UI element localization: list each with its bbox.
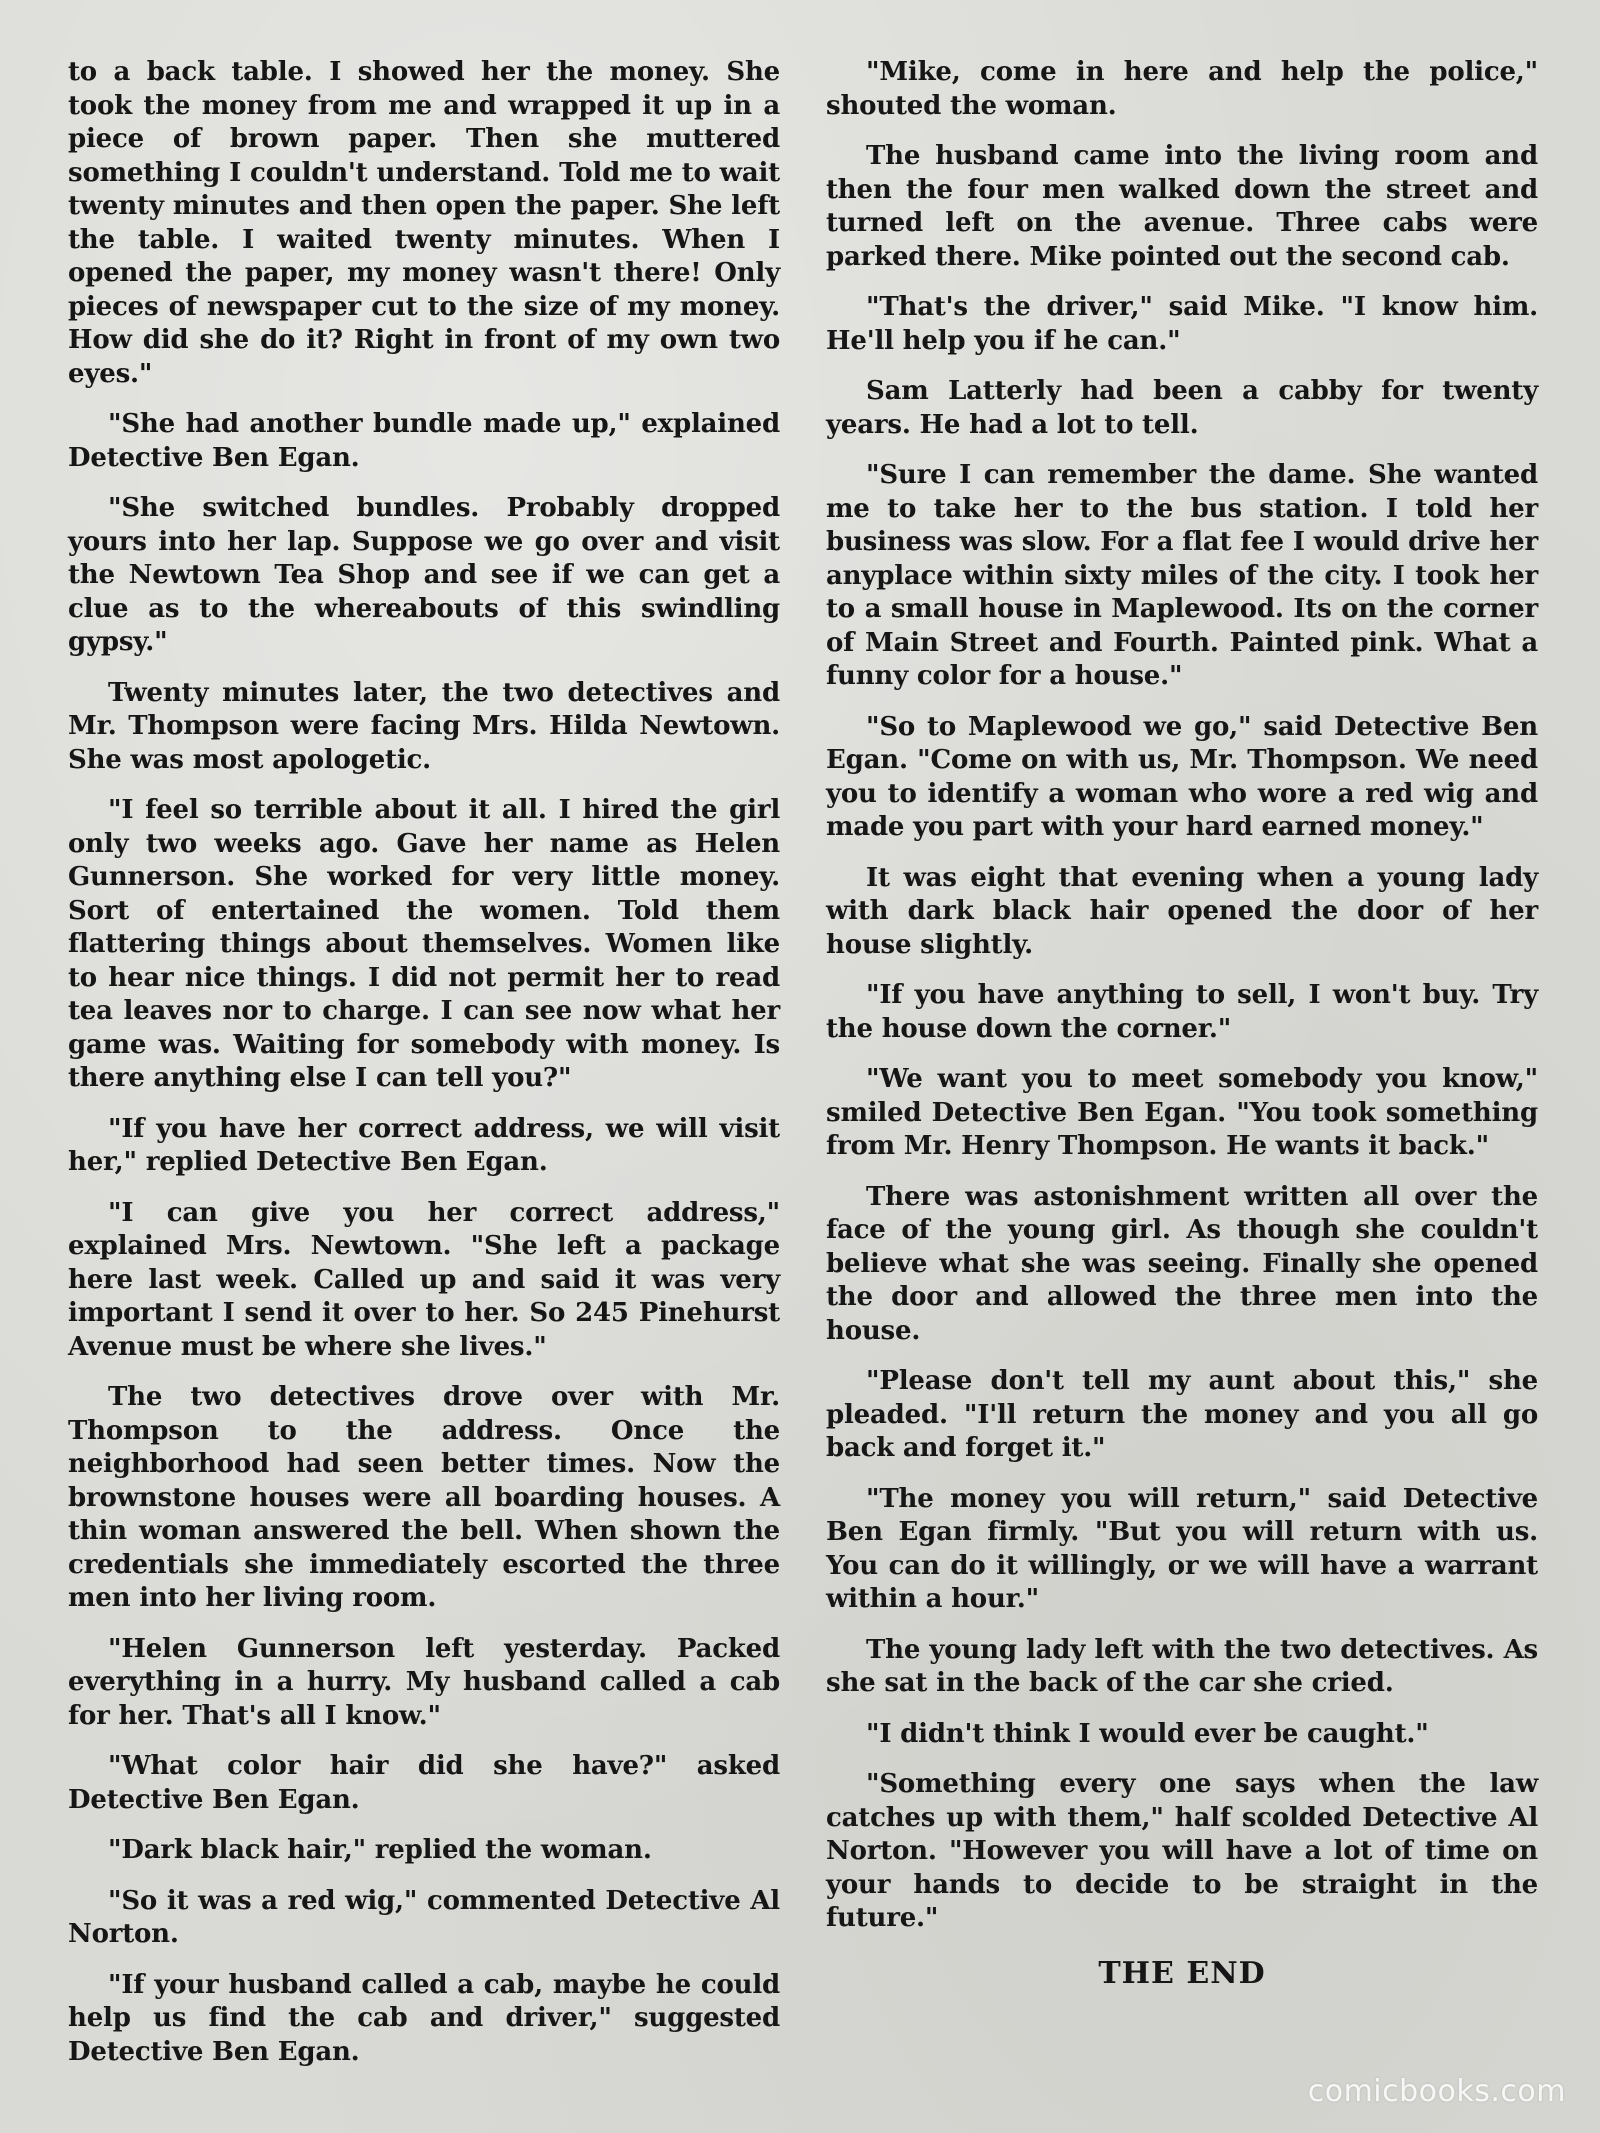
paragraph: The young lady left with the two detectives. As she sat in the back of the car she cried. — [826, 1634, 1538, 1698]
the-end-label: THE END — [1098, 1955, 1266, 1991]
paragraph: "What color hair did she have?" asked Detective Ben Egan. — [68, 1751, 780, 1815]
paragraph: "Dark black hair," replied the woman. — [108, 1835, 652, 1865]
paragraph: "I can give you her correct address," explained Mrs. Newtown. "She left a package here last week. Called up and said it was very important I send it over to her. So 245 Pinehurst Avenue must be where she lives." — [68, 1197, 780, 1362]
paragraph: "Something every one says when the law catches up with them," half scolded Detective Al Norton. "However you will have a lot of time on your hands to decide to be straight in the future." — [826, 1769, 1538, 1933]
paragraph: to a back table. I showed her the money. She took the money from me and wrapped it up in a piece of brown paper. Then she muttered something I couldn't understand. Told me to wait twenty minutes and then open the paper. She left the table. I waited twenty minutes. When I opened the paper, my money wasn't there! Only pieces of newspaper cut to the size of my money. How did she do it? Right in front of my own two eyes." — [68, 57, 780, 389]
paragraph: "I feel so terrible about it all. I hired the girl only two weeks ago. Gave her name as Helen Gunnerson. She worked for very little money. Sort of entertained the women. Told them flattering things about themselves. Women like to hear nice things. I did not permit her to read tea leaves nor to charge. I can see now what her game was. Waiting for somebody with money. Is there anything else I can tell you?" — [68, 795, 780, 1093]
paragraph: "So to Maplewood we go," said Detective Ben Egan. "Come on with us, Mr. Thompson. We need you to identify a woman who wore a red wig and made you part with your hard earned money." — [826, 711, 1538, 842]
paragraph: "Helen Gunnerson left yesterday. Packed everything in a hurry. My husband called a cab for her. That's all I know." — [68, 1633, 780, 1731]
paragraph: "We want you to meet somebody you know," smiled Detective Ben Egan. "You took something from Mr. Henry Thompson. He wants it back." — [826, 1064, 1538, 1161]
paragraph: "If you have her correct address, we will visit her," replied Detective Ben Egan. — [68, 1113, 780, 1177]
paragraph: "She had another bundle made up," explained Detective Ben Egan. — [68, 409, 780, 473]
paragraph: "That's the driver," said Mike. "I know him. He'll help you if he can." — [826, 292, 1538, 356]
paragraph: "The money you will return," said Detective Ben Egan firmly. "But you will return with us. You can do it willingly, or we will have a warrant within a hour." — [826, 1483, 1538, 1614]
left-column — [68, 56, 780, 2067]
paragraph: The husband came into the living room and then the four men walked down the street and turned left on the avenue. Three cabs were parked there. Mike pointed out the second cab. — [826, 141, 1538, 272]
paragraph: The two detectives drove over with Mr. Thompson to the address. Once the neighborhood had seen better times. Now the brownstone houses were all boarding houses. A thin woman answered the bell. When shown the credentials she immediately escorted the three men into her living room. — [68, 1382, 780, 1613]
paragraph: Twenty minutes later, the two detectives and Mr. Thompson were facing Mrs. Hilda Newtown. She was most apologetic. — [68, 677, 780, 775]
paragraph: There was astonishment written all over the face of the young girl. As though she couldn't believe what she was seeing. Finally she opened the door and allowed the three men into the house. — [826, 1181, 1538, 1346]
text-columns — [68, 56, 1538, 2067]
paragraph: "Sure I can remember the dame. She wanted me to take her to the bus station. I told her business was slow. For a flat fee I would drive her anyplace within sixty miles of the city. I took her to a small house in Maplewood. Its on the corner of Main Street and Fourth. Painted pink. What a funny color for a house." — [826, 460, 1538, 691]
right-column — [826, 56, 1538, 2063]
paragraph: "If your husband called a cab, maybe he could help us find the cab and driver," suggested Detective Ben Egan. — [68, 1969, 780, 2067]
paragraph: It was eight that evening when a young lady with dark black hair opened the door of her house slightly. — [826, 862, 1538, 960]
paragraph: "If you have anything to sell, I won't buy. Try the house down the corner." — [826, 980, 1538, 1044]
site-watermark: comicbooks.com — [1307, 2074, 1566, 2109]
paragraph: "She switched bundles. Probably dropped yours into her lap. Suppose we go over and visit the Newtown Tea Shop and see if we can get a clue as to the whereabouts of this swindling gypsy." — [68, 493, 780, 657]
paragraph: "I didn't think I would ever be caught." — [866, 1718, 1429, 1749]
paragraph: "Mike, come in here and help the police," shouted the woman. — [826, 57, 1538, 121]
paragraph: Sam Latterly had been a cabby for twenty years. He had a lot to tell. — [826, 376, 1538, 440]
paragraph: "So it was a red wig," commented Detective Al Norton. — [68, 1885, 780, 1949]
paragraph: "Please don't tell my aunt about this," she pleaded. "I'll return the money and you all go back and forget it." — [826, 1366, 1538, 1463]
